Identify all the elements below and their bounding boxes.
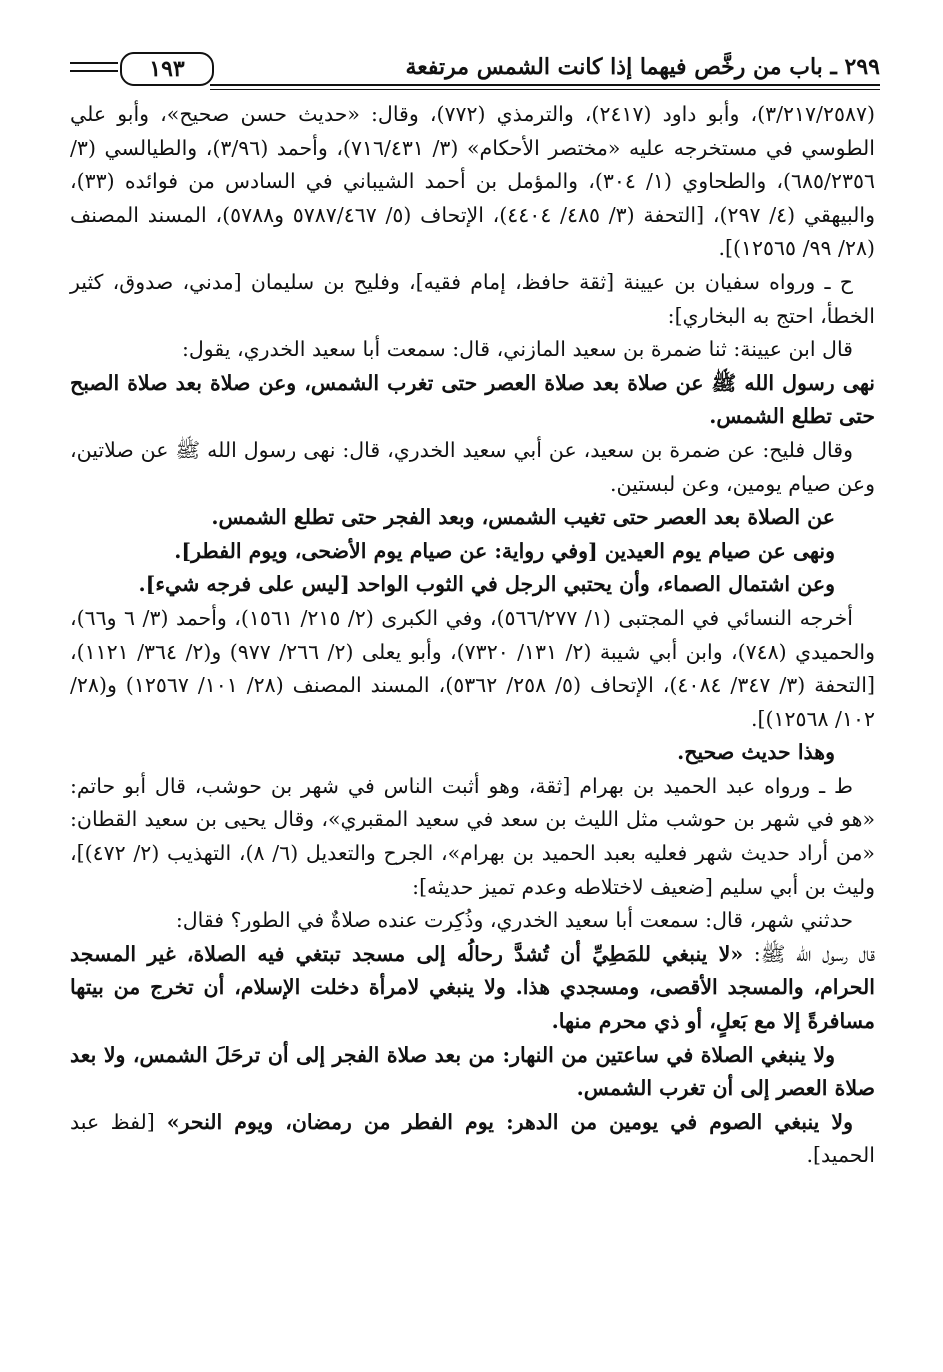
page-body: [70, 98, 875, 1173]
paragraph-hadith-text: نهى رسول الله ﷺ عن صلاة بعد صلاة العصر حتى تغرب الشمس، وعن صلاة بعد صلاة الصبح حتى تطلع الشمس.: [70, 370, 875, 429]
paragraph-nasai-citations: أخرجه النسائي في المجتبى (١/ ٥٦٦/٢٧٧)، وفي الكبرى (٢/ ٢١٥/ ١٥٦١)، وأحمد (٣/ ٦ و٦٦)، والحميدي (٧٤٨)، وابن أبي شيبة (٢/ ١٣١/ ٧٣٢٠)، وأبو يعلى (٢/ ٢٦٦/ ٩٧٧) و(٢/ ٣٦٤/ ١١٢١)، [التحفة (٣/ ٣٤٧/ ٤٠٨٤)، الإتحاف (٥/ ٢٥٨/ ٥٣٦٢)، المسند المصنف (٢٨/ ١٠١/ ١٢٥٦٧) و(٢٨/ ١٠٢/ ١٢٥٦٨)].: [70, 605, 875, 731]
header-rule-thin: [210, 89, 880, 90]
hadith-wording-note: [لفظ عبد الحميد].: [70, 1109, 875, 1168]
paragraph-narration-ha: ح ـ ورواه سفيان بن عيينة [ثقة حافظ، إمام فقيه]، وفليح بن سليمان [مدني، صدوق، كثير الخطأ، احتج به البخاري]:: [70, 269, 875, 328]
hadith-fast-body: ولا ينبغي الصوم في يومين من الدهر: يوم الفطر من رمضان، ويوم النحر»: [154, 1109, 853, 1134]
paragraph-shahr: حدثني شهر، قال: سمعت أبا سعيد الخدري، وذُكِرت عنده صلاةٌ في الطور؟ فقال:: [175, 908, 853, 933]
hadith-lead: قال رسول الله ﷺ:: [743, 941, 876, 966]
header-ornament-line: [70, 62, 118, 72]
paragraph-hadith-prayer: عن الصلاة بعد العصر حتى تغيب الشمس، وبعد الفجر حتى تطلع الشمس.: [211, 505, 835, 530]
paragraph-hadith-two-days: [70, 1106, 875, 1173]
paragraph-citations: (٣/٢١٧/٢٥٨٧)، وأبو داود (٢٤١٧)، والترمذي (٧٧٢)، وقال: «حديث حسن صحيح»، وأبو علي الطوسي في مستخرجه عليه «مختصر الأحكام» (٣/ ٧١٦/٤٣١)، وأحمد (٣/٩٦)، والطيالسي (٣/ ٦٨٥/٢٣٥٦)، والطحاوي (١/ ٣٠٤)، والمؤمل بن أحمد الشيباني في السادس من فوائده (٣٣)، والبيهقي (٤/ ٢٩٧)، [التحفة (٣/ ٤٨٥/ ٤٤٠٤)، الإتحاف (٥/ ٥٧٨٧/٤٦٧ و٥٧٨٨)، المسند المصنف (٢٨/ ٩٩/ ١٢٥٦٥)].: [70, 102, 876, 261]
chapter-title: ٢٩٩ ـ باب من رخَّص فيهما إذا كانت الشمس مرتفعة: [405, 54, 880, 80]
header-rule: [210, 84, 880, 86]
paragraph-hadith-travel: [70, 938, 875, 1039]
hadith-body: «لا ينبغي للمَطِيِّ أن تُشدَّ رحالُه إلى مسجد تبتغي فيه الصلاة، غير المسجد الحرام، والمسجد الأقصى، ومسجدي هذا. ولا ينبغي لامرأة دخلت الإسلام، أن تخرج من بيتها مسافرةً إلا مع بَعلٍ، أو ذي محرم منها.: [70, 941, 875, 1034]
paragraph-grading: وهذا حديث صحيح.: [677, 740, 835, 765]
paragraph-ibn-uyaynah: قال ابن عيينة: ثنا ضمرة بن سعيد المازني، قال: سمعت أبا سعيد الخدري، يقول:: [182, 337, 853, 362]
page-header: [70, 48, 880, 90]
page-number: ١٩٣: [120, 52, 214, 86]
paragraph-hadith-clothing: وعن اشتمال الصماء، وأن يحتبي الرجل في الثوب الواحد [ليس على فرجه شيء].: [138, 572, 835, 597]
paragraph-hadith-two-hours: ولا ينبغي الصلاة في ساعتين من النهار: من بعد صلاة الفجر إلى أن ترحَلَ الشمس، ولا بعد صلاة العصر إلى أن تغرب الشمس.: [70, 1042, 875, 1101]
paragraph-hadith-fasting: ونهى عن صيام يوم العيدين [وفي رواية: عن صيام يوم الأضحى، ويوم الفطر].: [174, 538, 835, 563]
paragraph-fulayh: وقال فليح: عن ضمرة بن سعيد، عن أبي سعيد الخدري، قال: نهى رسول الله ﷺ عن صلاتين، وعن صيام يومين، وعن لبستين.: [70, 437, 875, 496]
paragraph-narration-ta: ط ـ ورواه عبد الحميد بن بهرام [ثقة، وهو أثبت الناس في شهر بن حوشب، قال أبو حاتم: «هو في شهر بن حوشب مثل الليث بن سعد في سعيد المقبري»، وقال يحيى بن سعيد القطان: «من أراد حديث شهر فعليه بعبد الحميد بن بهرام»، الجرح والتعديل (٦/ ٨)، التهذيب (٢/ ٤٧٢)]، وليث بن أبي سليم [ضعيف لاختلاطه وعدم تميز حديثه]:: [70, 773, 875, 899]
